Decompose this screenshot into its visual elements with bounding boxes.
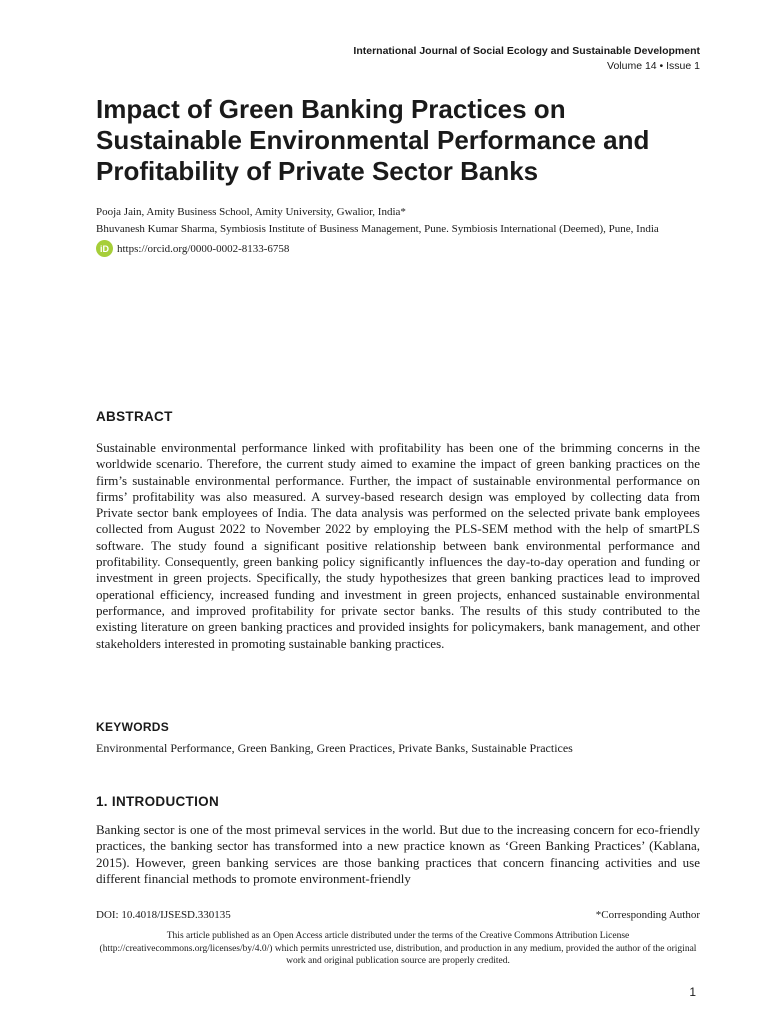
- orcid-row: [96, 240, 700, 257]
- keywords-heading: KEYWORDS: [96, 720, 170, 734]
- orcid-icon[interactable]: iD: [96, 240, 113, 257]
- volume-issue: Volume 14 • Issue 1: [607, 60, 700, 72]
- introduction-text: Banking sector is one of the most primeval services in the world. But due to the increasing concern for eco-friendly practices, the banking sector has transformed into a new practice known as ‘Green Banking Practices’ (Kablana, 2015). However, green banking services are those banking practices that concern financing activities and use different financial methods to promote environment-friendly: [96, 822, 700, 886]
- footer-row: [96, 909, 700, 921]
- author-1: Pooja Jain, Amity Business School, Amity University, Gwalior, India*: [96, 206, 406, 218]
- abstract-text: Sustainable environmental performance linked with profitability has been one of the brimming concerns in the worldwide scenario. Therefore, the current study aimed to examine the impact of green banking practices on the firm’s sustainable environmental performance. Further, the impact of sustainable environmental performance on firms’ profitability was also measured. A survey-based research design was employed by collecting data from Private sector bank employees of India. The data analysis was performed on the selected private bank employees collected from August 2022 to November 2022 by employing the PLS-SEM method with the help of smartPLS software. The study found a significant positive relationship between bank environmental performance and profitability. Consequently, green banking policy significantly influences the day-to-day operation and funding or investment in green projects. Specifically, the study hypothesizes that green banking practices lead to improved operational efficiency, increased funding and investment in green projects, enhanced sustainable environmental performance, and improved profitability for private sector banks. The results of this study contributed to the existing literature on green banking practices and provided insights for policymakers, bank management, and other stakeholders interested in promoting sustainable banking practices.: [96, 440, 700, 651]
- paper-title: Impact of Green Banking Practices on Sustainable Environmental Performance and Profitability of Private Sector Banks: [96, 94, 650, 186]
- page-number: 1: [689, 985, 696, 999]
- orcid-link[interactable]: https://orcid.org/0000-0002-8133-6758: [117, 242, 290, 255]
- corresponding-author-note: *Corresponding Author: [595, 909, 700, 921]
- journal-header: [353, 44, 700, 74]
- introduction-heading: 1. INTRODUCTION: [96, 794, 220, 809]
- author-list: [96, 206, 700, 257]
- doi[interactable]: DOI: 10.4018/IJSESD.330135: [96, 909, 231, 921]
- author-2: Bhuvanesh Kumar Sharma, Symbiosis Institute of Business Management, Pune. Symbiosis International (Deemed), Pune, India: [96, 223, 659, 235]
- license-text: This article published as an Open Access article distributed under the terms of the Creative Commons Attribution License (http://creativecommons.org/licenses/by/4.0/) which permits unrestricted use, distribution, and production in any medium, provided the author of the original work and original publication source are properly credited.: [99, 931, 697, 966]
- keywords-text: Environmental Performance, Green Banking, Green Practices, Private Banks, Sustainable Practices: [96, 741, 573, 755]
- abstract-heading: ABSTRACT: [96, 409, 173, 424]
- journal-name: International Journal of Social Ecology and Sustainable Development: [353, 45, 700, 57]
